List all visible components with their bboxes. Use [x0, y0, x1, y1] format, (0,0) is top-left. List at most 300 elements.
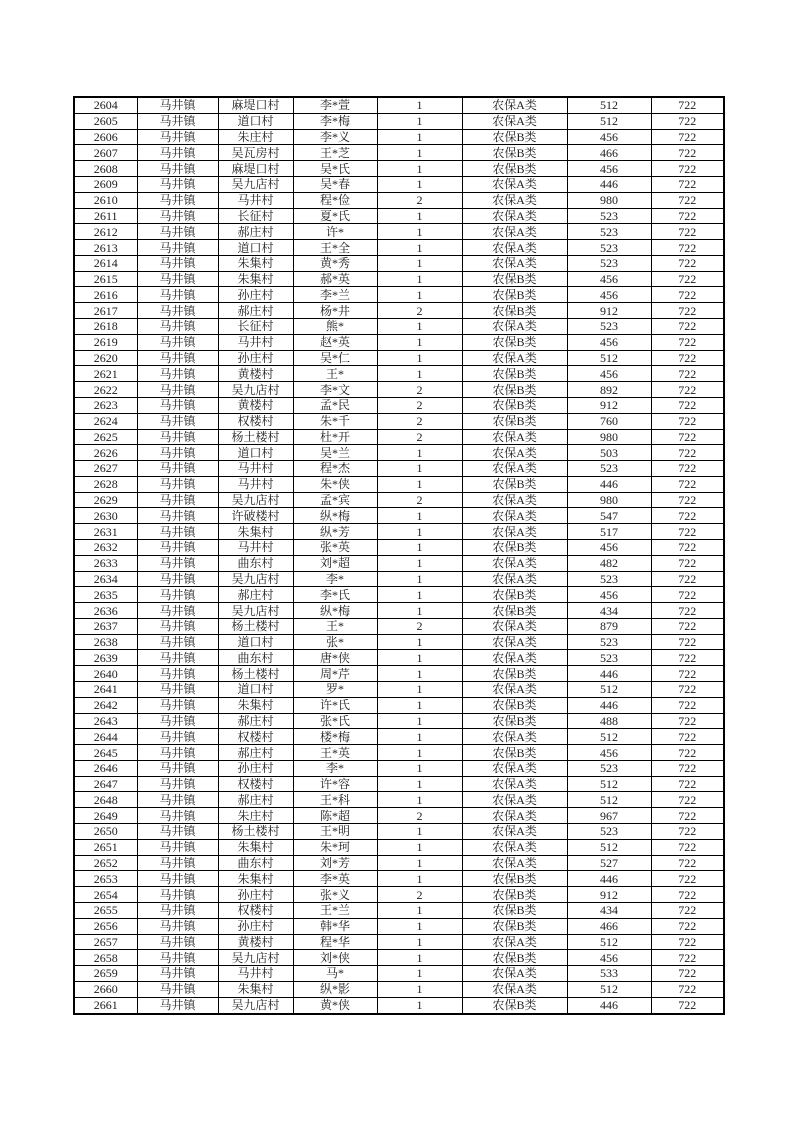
cell-standard: 722: [651, 682, 724, 698]
cell-amount: 523: [567, 461, 651, 477]
cell-persons: 1: [377, 824, 462, 840]
cell-amount: 456: [567, 587, 651, 603]
cell-amount: 533: [567, 966, 651, 982]
cell-category: 农保B类: [462, 334, 567, 350]
cell-amount: 434: [567, 603, 651, 619]
cell-village: 吴九店村: [218, 950, 293, 966]
cell-persons: 1: [377, 650, 462, 666]
cell-name: 马*: [293, 966, 377, 982]
cell-standard: 722: [651, 192, 724, 208]
cell-name: 王*科: [293, 792, 377, 808]
cell-category: 农保A类: [462, 855, 567, 871]
table-row: [74, 555, 724, 571]
cell-name: 刘*超: [293, 555, 377, 571]
table-row: [74, 571, 724, 587]
cell-town: 马井镇: [137, 981, 218, 997]
table-row: [74, 161, 724, 177]
cell-name: 李*文: [293, 382, 377, 398]
cell-persons: 2: [377, 397, 462, 413]
cell-amount: 892: [567, 382, 651, 398]
cell-persons: 1: [377, 966, 462, 982]
cell-persons: 2: [377, 413, 462, 429]
cell-persons: 1: [377, 240, 462, 256]
cell-standard: 722: [651, 760, 724, 776]
cell-persons: 1: [377, 113, 462, 129]
cell-village: 吴九店村: [218, 997, 293, 1014]
cell-village: 权楼村: [218, 902, 293, 918]
cell-name: 李*萱: [293, 97, 377, 113]
cell-persons: 1: [377, 792, 462, 808]
cell-standard: 722: [651, 997, 724, 1014]
table-row: [74, 855, 724, 871]
cell-village: 朱集村: [218, 981, 293, 997]
cell-persons: 1: [377, 287, 462, 303]
cell-category: 农保A类: [462, 319, 567, 335]
cell-standard: 722: [651, 129, 724, 145]
table-row: [74, 113, 724, 129]
cell-serial: 2635: [74, 587, 137, 603]
cell-standard: 722: [651, 618, 724, 634]
cell-amount: 912: [567, 397, 651, 413]
cell-serial: 2659: [74, 966, 137, 982]
cell-serial: 2624: [74, 413, 137, 429]
cell-name: 王*明: [293, 824, 377, 840]
cell-standard: 722: [651, 902, 724, 918]
cell-name: 朱*千: [293, 413, 377, 429]
cell-town: 马井镇: [137, 255, 218, 271]
cell-amount: 456: [567, 271, 651, 287]
cell-persons: 1: [377, 745, 462, 761]
cell-category: 农保A类: [462, 555, 567, 571]
cell-category: 农保A类: [462, 618, 567, 634]
table-row: [74, 429, 724, 445]
cell-name: 王*芝: [293, 145, 377, 161]
cell-village: 朱集村: [218, 271, 293, 287]
cell-name: 吴*春: [293, 177, 377, 193]
cell-town: 马井镇: [137, 445, 218, 461]
cell-town: 马井镇: [137, 366, 218, 382]
cell-amount: 523: [567, 650, 651, 666]
table-row: [74, 413, 724, 429]
cell-persons: 2: [377, 192, 462, 208]
cell-amount: 456: [567, 366, 651, 382]
cell-persons: 1: [377, 839, 462, 855]
cell-name: 纵*梅: [293, 603, 377, 619]
table-row: [74, 776, 724, 792]
cell-standard: 722: [651, 729, 724, 745]
cell-standard: 722: [651, 918, 724, 934]
cell-town: 马井镇: [137, 824, 218, 840]
cell-name: 刘*芳: [293, 855, 377, 871]
cell-standard: 722: [651, 887, 724, 903]
cell-town: 马井镇: [137, 966, 218, 982]
cell-village: 孙庄村: [218, 287, 293, 303]
cell-amount: 512: [567, 934, 651, 950]
cell-standard: 722: [651, 161, 724, 177]
table-row: [74, 271, 724, 287]
cell-name: 王*: [293, 618, 377, 634]
cell-serial: 2658: [74, 950, 137, 966]
cell-name: 赵*英: [293, 334, 377, 350]
cell-town: 马井镇: [137, 603, 218, 619]
table-row: [74, 177, 724, 193]
cell-persons: 1: [377, 539, 462, 555]
table-row: [74, 808, 724, 824]
cell-name: 韩*华: [293, 918, 377, 934]
cell-persons: 1: [377, 445, 462, 461]
cell-category: 农保A类: [462, 650, 567, 666]
cell-persons: 2: [377, 429, 462, 445]
cell-name: 张*: [293, 634, 377, 650]
cell-village: 麻堤口村: [218, 161, 293, 177]
cell-persons: 1: [377, 461, 462, 477]
cell-name: 纵*梅: [293, 508, 377, 524]
cell-serial: 2638: [74, 634, 137, 650]
cell-town: 马井镇: [137, 618, 218, 634]
cell-amount: 466: [567, 145, 651, 161]
table-row: [74, 240, 724, 256]
table-row: [74, 918, 724, 934]
table-row: [74, 397, 724, 413]
cell-village: 朱集村: [218, 524, 293, 540]
cell-standard: 722: [651, 855, 724, 871]
cell-standard: 722: [651, 445, 724, 461]
cell-category: 农保B类: [462, 950, 567, 966]
cell-town: 马井镇: [137, 776, 218, 792]
cell-amount: 523: [567, 255, 651, 271]
table-row: [74, 287, 724, 303]
cell-village: 朱集村: [218, 255, 293, 271]
cell-standard: 722: [651, 429, 724, 445]
cell-town: 马井镇: [137, 855, 218, 871]
cell-town: 马井镇: [137, 224, 218, 240]
cell-serial: 2605: [74, 113, 137, 129]
cell-town: 马井镇: [137, 808, 218, 824]
cell-category: 农保A类: [462, 760, 567, 776]
cell-serial: 2627: [74, 461, 137, 477]
cell-serial: 2610: [74, 192, 137, 208]
cell-serial: 2661: [74, 997, 137, 1014]
cell-name: 朱*珂: [293, 839, 377, 855]
cell-amount: 512: [567, 682, 651, 698]
cell-village: 郝庄村: [218, 303, 293, 319]
cell-persons: 1: [377, 319, 462, 335]
cell-village: 杨土楼村: [218, 618, 293, 634]
cell-town: 马井镇: [137, 208, 218, 224]
cell-standard: 722: [651, 650, 724, 666]
cell-persons: 1: [377, 902, 462, 918]
cell-town: 马井镇: [137, 713, 218, 729]
cell-town: 马井镇: [137, 650, 218, 666]
cell-village: 杨土楼村: [218, 429, 293, 445]
cell-amount: 523: [567, 224, 651, 240]
cell-town: 马井镇: [137, 319, 218, 335]
cell-persons: 1: [377, 177, 462, 193]
cell-category: 农保A类: [462, 981, 567, 997]
cell-village: 黄楼村: [218, 934, 293, 950]
cell-persons: 1: [377, 666, 462, 682]
cell-serial: 2646: [74, 760, 137, 776]
table-row: [74, 255, 724, 271]
cell-serial: 2620: [74, 350, 137, 366]
cell-town: 马井镇: [137, 792, 218, 808]
cell-category: 农保A类: [462, 634, 567, 650]
table-row: [74, 934, 724, 950]
table-row: [74, 382, 724, 398]
cell-serial: 2656: [74, 918, 137, 934]
cell-serial: 2607: [74, 145, 137, 161]
cell-category: 农保A类: [462, 192, 567, 208]
cell-village: 道口村: [218, 682, 293, 698]
cell-persons: 2: [377, 382, 462, 398]
cell-serial: 2614: [74, 255, 137, 271]
cell-serial: 2604: [74, 97, 137, 113]
table-body: [74, 97, 724, 1014]
cell-town: 马井镇: [137, 97, 218, 113]
cell-persons: 1: [377, 334, 462, 350]
cell-amount: 466: [567, 918, 651, 934]
cell-category: 农保B类: [462, 587, 567, 603]
cell-persons: 1: [377, 366, 462, 382]
cell-category: 农保A类: [462, 508, 567, 524]
cell-amount: 512: [567, 839, 651, 855]
cell-town: 马井镇: [137, 382, 218, 398]
cell-name: 杜*开: [293, 429, 377, 445]
cell-serial: 2634: [74, 571, 137, 587]
cell-persons: 1: [377, 571, 462, 587]
cell-amount: 523: [567, 634, 651, 650]
cell-serial: 2612: [74, 224, 137, 240]
cell-name: 李*梅: [293, 113, 377, 129]
cell-town: 马井镇: [137, 539, 218, 555]
cell-town: 马井镇: [137, 555, 218, 571]
cell-town: 马井镇: [137, 508, 218, 524]
cell-standard: 722: [651, 413, 724, 429]
cell-amount: 980: [567, 192, 651, 208]
cell-name: 周*芹: [293, 666, 377, 682]
cell-amount: 456: [567, 287, 651, 303]
cell-persons: 1: [377, 208, 462, 224]
cell-name: 李*: [293, 571, 377, 587]
cell-village: 黄楼村: [218, 397, 293, 413]
cell-village: 朱集村: [218, 871, 293, 887]
cell-serial: 2637: [74, 618, 137, 634]
cell-persons: 1: [377, 713, 462, 729]
cell-town: 马井镇: [137, 476, 218, 492]
cell-category: 农保A类: [462, 571, 567, 587]
cell-village: 郝庄村: [218, 587, 293, 603]
cell-serial: 2622: [74, 382, 137, 398]
cell-amount: 503: [567, 445, 651, 461]
cell-amount: 517: [567, 524, 651, 540]
cell-town: 马井镇: [137, 950, 218, 966]
cell-serial: 2606: [74, 129, 137, 145]
cell-standard: 722: [651, 776, 724, 792]
table-row: [74, 966, 724, 982]
cell-amount: 434: [567, 902, 651, 918]
cell-village: 曲东村: [218, 855, 293, 871]
table-row: [74, 539, 724, 555]
cell-village: 权楼村: [218, 729, 293, 745]
cell-name: 许*容: [293, 776, 377, 792]
cell-persons: 1: [377, 760, 462, 776]
table-row: [74, 634, 724, 650]
cell-name: 郝*英: [293, 271, 377, 287]
cell-persons: 1: [377, 934, 462, 950]
cell-standard: 722: [651, 508, 724, 524]
cell-amount: 456: [567, 539, 651, 555]
table-row: [74, 366, 724, 382]
cell-category: 农保A类: [462, 492, 567, 508]
cell-persons: 1: [377, 508, 462, 524]
cell-standard: 722: [651, 334, 724, 350]
cell-name: 黄*侠: [293, 997, 377, 1014]
cell-name: 吴*兰: [293, 445, 377, 461]
cell-serial: 2660: [74, 981, 137, 997]
cell-name: 唐*侠: [293, 650, 377, 666]
cell-name: 李*英: [293, 871, 377, 887]
cell-town: 马井镇: [137, 287, 218, 303]
cell-village: 马井村: [218, 334, 293, 350]
cell-category: 农保B类: [462, 382, 567, 398]
cell-town: 马井镇: [137, 902, 218, 918]
cell-category: 农保A类: [462, 729, 567, 745]
cell-category: 农保B类: [462, 745, 567, 761]
cell-village: 吴九店村: [218, 382, 293, 398]
cell-standard: 722: [651, 555, 724, 571]
cell-village: 朱集村: [218, 697, 293, 713]
cell-category: 农保B类: [462, 287, 567, 303]
cell-town: 马井镇: [137, 461, 218, 477]
cell-standard: 722: [651, 366, 724, 382]
cell-amount: 446: [567, 177, 651, 193]
cell-amount: 446: [567, 697, 651, 713]
cell-standard: 722: [651, 713, 724, 729]
cell-town: 马井镇: [137, 113, 218, 129]
cell-persons: 1: [377, 97, 462, 113]
cell-category: 农保A类: [462, 113, 567, 129]
table-row: [74, 319, 724, 335]
cell-category: 农保B类: [462, 161, 567, 177]
table-row: [74, 476, 724, 492]
cell-standard: 722: [651, 934, 724, 950]
cell-amount: 547: [567, 508, 651, 524]
cell-persons: 1: [377, 682, 462, 698]
cell-standard: 722: [651, 792, 724, 808]
cell-serial: 2613: [74, 240, 137, 256]
cell-category: 农保B类: [462, 129, 567, 145]
cell-standard: 722: [651, 145, 724, 161]
cell-amount: 456: [567, 129, 651, 145]
table-row: [74, 792, 724, 808]
cell-serial: 2628: [74, 476, 137, 492]
cell-category: 农保A类: [462, 776, 567, 792]
cell-name: 李*氏: [293, 587, 377, 603]
table-row: [74, 682, 724, 698]
cell-village: 郝庄村: [218, 745, 293, 761]
cell-standard: 722: [651, 981, 724, 997]
cell-amount: 446: [567, 997, 651, 1014]
table-row: [74, 461, 724, 477]
cell-name: 纵*影: [293, 981, 377, 997]
table-row: [74, 760, 724, 776]
cell-village: 杨土楼村: [218, 824, 293, 840]
cell-category: 农保A类: [462, 524, 567, 540]
cell-persons: 1: [377, 981, 462, 997]
cell-serial: 2615: [74, 271, 137, 287]
cell-serial: 2611: [74, 208, 137, 224]
cell-amount: 512: [567, 729, 651, 745]
cell-persons: 1: [377, 729, 462, 745]
cell-town: 马井镇: [137, 918, 218, 934]
cell-town: 马井镇: [137, 934, 218, 950]
cell-standard: 722: [651, 319, 724, 335]
cell-serial: 2626: [74, 445, 137, 461]
cell-name: 王*: [293, 366, 377, 382]
cell-town: 马井镇: [137, 413, 218, 429]
cell-serial: 2645: [74, 745, 137, 761]
cell-village: 马井村: [218, 461, 293, 477]
cell-persons: 2: [377, 618, 462, 634]
cell-amount: 456: [567, 334, 651, 350]
cell-persons: 1: [377, 129, 462, 145]
cell-name: 王*全: [293, 240, 377, 256]
cell-village: 权楼村: [218, 413, 293, 429]
cell-serial: 2657: [74, 934, 137, 950]
cell-standard: 722: [651, 808, 724, 824]
cell-village: 吴瓦房村: [218, 145, 293, 161]
cell-town: 马井镇: [137, 887, 218, 903]
cell-category: 农保B类: [462, 887, 567, 903]
cell-town: 马井镇: [137, 334, 218, 350]
cell-standard: 722: [651, 113, 724, 129]
cell-amount: 523: [567, 824, 651, 840]
cell-category: 农保B类: [462, 366, 567, 382]
cell-persons: 2: [377, 808, 462, 824]
cell-town: 马井镇: [137, 492, 218, 508]
cell-amount: 760: [567, 413, 651, 429]
cell-village: 许破楼村: [218, 508, 293, 524]
cell-standard: 722: [651, 476, 724, 492]
cell-standard: 722: [651, 303, 724, 319]
cell-serial: 2621: [74, 366, 137, 382]
cell-name: 张*义: [293, 887, 377, 903]
cell-persons: 1: [377, 776, 462, 792]
cell-category: 农保A类: [462, 824, 567, 840]
cell-persons: 1: [377, 634, 462, 650]
cell-serial: 2643: [74, 713, 137, 729]
cell-town: 马井镇: [137, 145, 218, 161]
table-row: [74, 697, 724, 713]
cell-name: 楼*梅: [293, 729, 377, 745]
cell-category: 农保B类: [462, 997, 567, 1014]
cell-town: 马井镇: [137, 303, 218, 319]
cell-category: 农保B类: [462, 666, 567, 682]
cell-standard: 722: [651, 745, 724, 761]
cell-standard: 722: [651, 666, 724, 682]
cell-serial: 2616: [74, 287, 137, 303]
cell-town: 马井镇: [137, 760, 218, 776]
cell-amount: 512: [567, 97, 651, 113]
cell-standard: 722: [651, 587, 724, 603]
table-row: [74, 713, 724, 729]
cell-village: 郝庄村: [218, 713, 293, 729]
table-row: [74, 334, 724, 350]
cell-village: 麻堤口村: [218, 97, 293, 113]
cell-amount: 523: [567, 760, 651, 776]
cell-persons: 1: [377, 603, 462, 619]
cell-category: 农保B类: [462, 539, 567, 555]
